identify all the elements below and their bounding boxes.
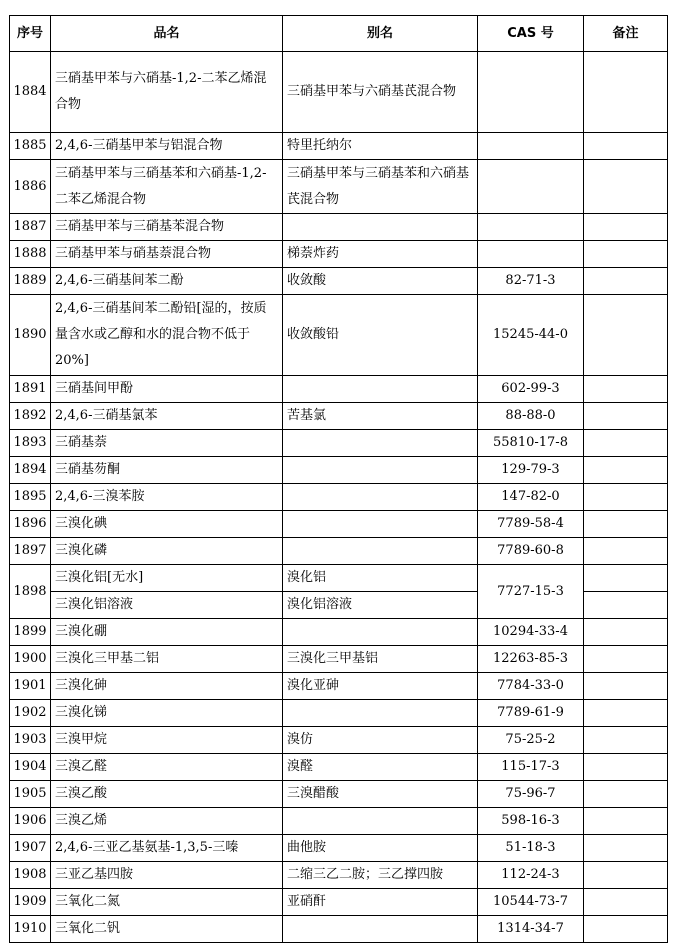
cell-alias: 曲他胺 [283, 835, 478, 862]
table-row [10, 295, 668, 376]
cell-alias: 溴醛 [283, 754, 478, 781]
cell-cas: 51-18-3 [478, 835, 584, 862]
cell-name: 三氧化二钒 [51, 916, 283, 943]
cell-alias [283, 484, 478, 511]
cell-name: 2,4,6-三硝基间苯二酚铅[湿的，按质量含水或乙醇和水的混合物不低于20%] [51, 295, 283, 376]
cell-cas [478, 133, 584, 160]
cell-alias [283, 700, 478, 727]
table-row [10, 565, 668, 592]
cell-cas: 10544-73-7 [478, 889, 584, 916]
cell-alias: 收敛酸 [283, 268, 478, 295]
cell-remark [584, 835, 668, 862]
cell-alias: 收敛酸铅 [283, 295, 478, 376]
cell-alias [283, 619, 478, 646]
cell-no: 1900 [10, 646, 51, 673]
cell-name: 三溴化砷 [51, 673, 283, 700]
cell-remark [584, 511, 668, 538]
cell-no: 1907 [10, 835, 51, 862]
table-row [10, 673, 668, 700]
cell-name: 三溴化三甲基二铝 [51, 646, 283, 673]
cell-cas [478, 241, 584, 268]
cell-alias [283, 916, 478, 943]
table-row [10, 781, 668, 808]
cell-cas: 88-88-0 [478, 403, 584, 430]
cell-alias: 苦基氯 [283, 403, 478, 430]
cell-name: 三硝基甲苯与三硝基苯混合物 [51, 214, 283, 241]
cell-remark [584, 619, 668, 646]
cell-remark [584, 781, 668, 808]
cell-alias: 溴仿 [283, 727, 478, 754]
cell-name: 三硝基甲苯与六硝基-1,2-二苯乙烯混合物 [51, 52, 283, 133]
cell-name: 三溴甲烷 [51, 727, 283, 754]
cell-no: 1897 [10, 538, 51, 565]
table-row [10, 916, 668, 943]
cell-cas: 10294-33-4 [478, 619, 584, 646]
cell-remark [584, 700, 668, 727]
cell-no: 1898 [10, 565, 51, 619]
table-row [10, 889, 668, 916]
cell-remark [584, 754, 668, 781]
table-header-row [10, 16, 668, 52]
cell-name: 三溴乙烯 [51, 808, 283, 835]
cell-name: 三氧化二氮 [51, 889, 283, 916]
cell-alias: 溴化铝溶液 [283, 592, 478, 619]
table-row [10, 646, 668, 673]
cell-no: 1887 [10, 214, 51, 241]
header-no: 序号 [10, 16, 51, 52]
cell-remark [584, 160, 668, 214]
cell-alias: 特里托纳尔 [283, 133, 478, 160]
table-row [10, 754, 668, 781]
cell-name: 三溴化碘 [51, 511, 283, 538]
cell-name: 2,4,6-三溴苯胺 [51, 484, 283, 511]
cell-cas: 75-96-7 [478, 781, 584, 808]
table-row [10, 268, 668, 295]
cell-alias: 三溴醋酸 [283, 781, 478, 808]
table-row [10, 241, 668, 268]
cell-no: 1901 [10, 673, 51, 700]
cell-alias: 溴化亚砷 [283, 673, 478, 700]
cell-cas: 598-16-3 [478, 808, 584, 835]
cell-no: 1904 [10, 754, 51, 781]
cell-name: 三亚乙基四胺 [51, 862, 283, 889]
cell-no: 1891 [10, 376, 51, 403]
cell-alias: 三硝基甲苯与六硝基芪混合物 [283, 52, 478, 133]
cell-cas: 115-17-3 [478, 754, 584, 781]
table-row [10, 619, 668, 646]
cell-no: 1893 [10, 430, 51, 457]
cell-remark [584, 673, 668, 700]
cell-cas: 82-71-3 [478, 268, 584, 295]
cell-alias [283, 376, 478, 403]
cell-cas: 112-24-3 [478, 862, 584, 889]
cell-remark [584, 430, 668, 457]
cell-name: 2,4,6-三硝基间苯二酚 [51, 268, 283, 295]
cell-alias [283, 538, 478, 565]
cell-remark [584, 241, 668, 268]
cell-cas: 15245-44-0 [478, 295, 584, 376]
cell-name: 2,4,6-三硝基甲苯与铝混合物 [51, 133, 283, 160]
cell-cas: 12263-85-3 [478, 646, 584, 673]
table-row [10, 700, 668, 727]
cell-name: 三溴化铝[无水] [51, 565, 283, 592]
cell-no: 1886 [10, 160, 51, 214]
table-row [10, 403, 668, 430]
table-row [10, 160, 668, 214]
cell-remark [584, 295, 668, 376]
cell-remark [584, 376, 668, 403]
cell-cas: 7789-61-9 [478, 700, 584, 727]
table-row [10, 727, 668, 754]
cell-cas: 1314-34-7 [478, 916, 584, 943]
cell-remark [584, 268, 668, 295]
cell-no: 1885 [10, 133, 51, 160]
cell-alias: 亚硝酐 [283, 889, 478, 916]
cell-cas: 75-25-2 [478, 727, 584, 754]
cell-cas: 7789-58-4 [478, 511, 584, 538]
cell-name: 三硝基芴酮 [51, 457, 283, 484]
cell-cas: 7727-15-3 [478, 565, 584, 619]
cell-alias [283, 511, 478, 538]
cell-remark [584, 808, 668, 835]
cell-alias: 二缩三乙二胺；三乙撑四胺 [283, 862, 478, 889]
header-remark: 备注 [584, 16, 668, 52]
cell-no: 1895 [10, 484, 51, 511]
cell-cas [478, 160, 584, 214]
table-row [10, 835, 668, 862]
cell-no: 1903 [10, 727, 51, 754]
cell-no: 1910 [10, 916, 51, 943]
cell-name: 三硝基甲苯与三硝基苯和六硝基-1,2-二苯乙烯混合物 [51, 160, 283, 214]
cell-name: 三溴化锑 [51, 700, 283, 727]
cell-remark [584, 484, 668, 511]
cell-alias: 三硝基甲苯与三硝基苯和六硝基芪混合物 [283, 160, 478, 214]
cell-cas: 129-79-3 [478, 457, 584, 484]
table-row [10, 52, 668, 133]
cell-no: 1902 [10, 700, 51, 727]
table-row [10, 511, 668, 538]
cell-cas: 7784-33-0 [478, 673, 584, 700]
cell-cas: 147-82-0 [478, 484, 584, 511]
header-alias: 别名 [283, 16, 478, 52]
cell-cas: 602-99-3 [478, 376, 584, 403]
header-cas: CAS 号 [478, 16, 584, 52]
cell-no: 1899 [10, 619, 51, 646]
cell-alias: 梯萘炸药 [283, 241, 478, 268]
cell-name: 2,4,6-三硝基氯苯 [51, 403, 283, 430]
cell-no: 1894 [10, 457, 51, 484]
cell-no: 1888 [10, 241, 51, 268]
cell-remark [584, 565, 668, 592]
table-row [10, 484, 668, 511]
cell-remark [584, 592, 668, 619]
cell-no: 1908 [10, 862, 51, 889]
table-row [10, 214, 668, 241]
cell-remark [584, 214, 668, 241]
cell-remark [584, 403, 668, 430]
cell-remark [584, 646, 668, 673]
table-row [10, 862, 668, 889]
cell-name: 三溴化硼 [51, 619, 283, 646]
table-row [10, 430, 668, 457]
cell-remark [584, 916, 668, 943]
cell-cas [478, 52, 584, 133]
cell-alias [283, 808, 478, 835]
cell-alias [283, 457, 478, 484]
cell-name: 三溴乙醛 [51, 754, 283, 781]
cell-alias [283, 430, 478, 457]
cell-no: 1890 [10, 295, 51, 376]
table-body [10, 52, 668, 943]
cell-remark [584, 52, 668, 133]
cell-cas [478, 214, 584, 241]
cell-remark [584, 538, 668, 565]
table-row [10, 538, 668, 565]
cell-remark [584, 727, 668, 754]
cell-no: 1889 [10, 268, 51, 295]
cell-remark [584, 889, 668, 916]
cell-alias: 三溴化三甲基铝 [283, 646, 478, 673]
table-row [10, 376, 668, 403]
cell-no: 1909 [10, 889, 51, 916]
cell-name: 三溴乙酸 [51, 781, 283, 808]
cell-name: 三溴化铝溶液 [51, 592, 283, 619]
cell-cas: 55810-17-8 [478, 430, 584, 457]
table-row [10, 808, 668, 835]
table-row [10, 133, 668, 160]
cell-remark [584, 457, 668, 484]
cell-no: 1892 [10, 403, 51, 430]
cell-alias [283, 214, 478, 241]
cell-name: 2,4,6-三亚乙基氨基-1,3,5-三嗪 [51, 835, 283, 862]
header-name: 品名 [51, 16, 283, 52]
cell-name: 三硝基甲苯与硝基萘混合物 [51, 241, 283, 268]
cell-remark [584, 862, 668, 889]
cell-no: 1905 [10, 781, 51, 808]
cell-name: 三硝基间甲酚 [51, 376, 283, 403]
cell-no: 1884 [10, 52, 51, 133]
cell-name: 三溴化磷 [51, 538, 283, 565]
table-row [10, 457, 668, 484]
cell-cas: 7789-60-8 [478, 538, 584, 565]
chemical-table [9, 15, 668, 943]
cell-alias: 溴化铝 [283, 565, 478, 592]
cell-remark [584, 133, 668, 160]
cell-name: 三硝基萘 [51, 430, 283, 457]
cell-no: 1906 [10, 808, 51, 835]
cell-no: 1896 [10, 511, 51, 538]
